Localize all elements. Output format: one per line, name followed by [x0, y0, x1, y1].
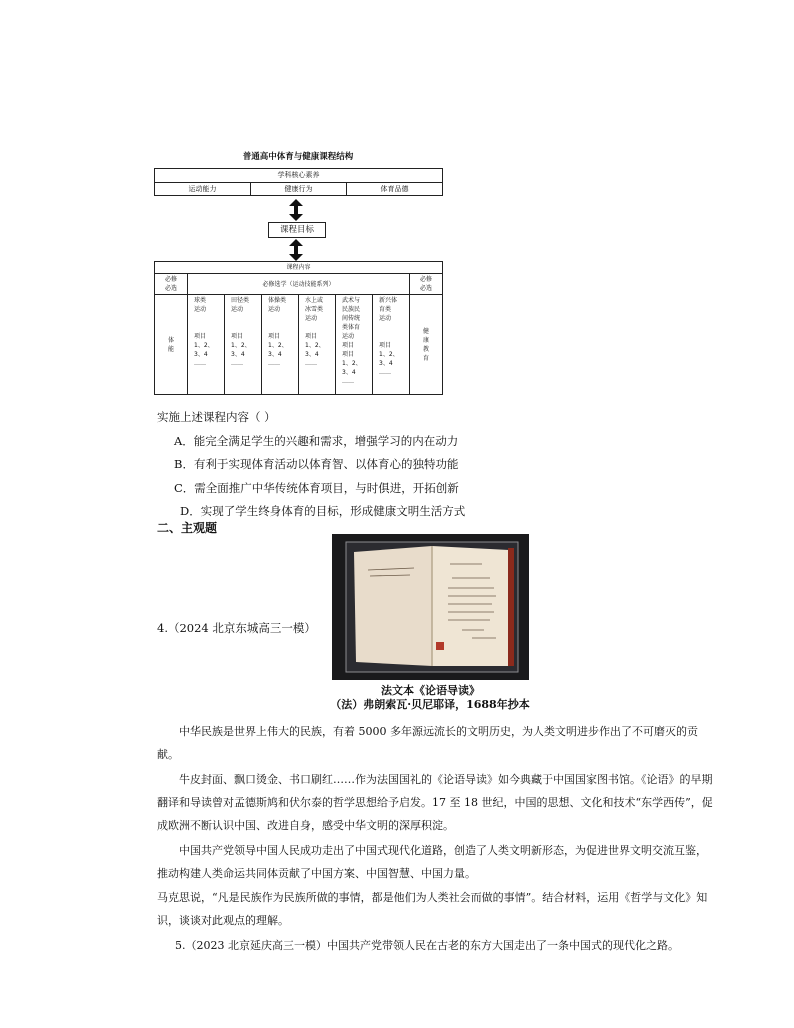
- option-d: D．实现了学生终身体育的目标，形成健康文明生活方式: [180, 504, 466, 518]
- book-photo: [332, 534, 529, 680]
- health-education-label: 健 康 教 育: [410, 295, 443, 395]
- option-c: C．需全面推广中华传统体育项目，与时俱进，开拓创新: [174, 481, 459, 495]
- content-heading: 课程内容: [155, 262, 443, 274]
- column-name: 田径类 运动: [231, 297, 250, 313]
- fitness-label: 体 能: [155, 295, 188, 395]
- column-martial-arts: [336, 295, 373, 395]
- column-track-field: [225, 295, 262, 395]
- option-a: A．能完全满足学生的兴趣和需求，增强学习的内在动力: [174, 434, 459, 448]
- course-content-table: [154, 261, 443, 395]
- column-items: 项目 1、2、 3、4 ……: [305, 333, 325, 367]
- column-items: 项目 1、2、 3、4 ……: [268, 333, 288, 367]
- column-name: 体操类 运动: [268, 297, 287, 313]
- column-water-ice: [299, 295, 336, 395]
- question-number: 4.（2024 北京东城高三一模）: [157, 621, 316, 635]
- core-competency-box: [154, 168, 443, 196]
- core-item-behavior: 健康行为: [250, 183, 346, 196]
- section-heading: 二、主观题: [157, 521, 218, 535]
- column-name: 武术与 民族民 间传统 类体育 运动 项目: [342, 297, 361, 349]
- column-name: 新兴体 育类 运动: [379, 297, 398, 322]
- column-ball-sports: [188, 295, 225, 395]
- column-name: 球类 运动: [194, 297, 207, 313]
- column-items: 项目 1、2、 3、4 ……: [342, 351, 362, 385]
- book-image: [332, 534, 529, 680]
- material-paragraph: 牛皮封面、飘口烫金、书口刷红……作为法国国礼的《论语导读》如今典藏于中国国家图书馆。《论语》的早期翻译和导读曾对孟德斯鸠和伏尔泰的哲学思想给予启发。17 至 18 世纪，中国的思想、文化和技术“东学西传”，促成欧洲不断认识中国、改进自身，感受中华文明的深厚积淀。: [157, 773, 713, 832]
- diagram-title: 普通高中体育与健康课程结构: [242, 152, 354, 162]
- core-heading: 学科核心素养: [155, 169, 442, 183]
- core-item-character: 体育品德: [346, 183, 442, 196]
- double-arrow-icon: [288, 239, 304, 261]
- column-gymnastics: [262, 295, 299, 395]
- column-emerging-sports: [373, 295, 410, 395]
- photo-caption-credit: （法）弗朗索瓦·贝尼耶译，1688年抄本: [330, 698, 530, 711]
- elective-heading: 必修选学（运动技能系列）: [188, 274, 410, 295]
- double-arrow-icon: [288, 199, 304, 221]
- question-prompt: 马克思说，“凡是民族作为民族所做的事情，都是他们为人类社会而做的事情”。结合材料，运用《哲学与文化》知识，谈谈对此观点的理解。: [157, 891, 708, 927]
- course-goal-box: 课程目标: [268, 222, 326, 238]
- column-name: 水上或 冰雪类 运动: [305, 297, 324, 322]
- question-stem: 实施上述课程内容（ ）: [157, 410, 276, 424]
- core-item-ability: 运动能力: [188, 185, 217, 193]
- option-b: B．有利于实现体育活动以体育智、以体育心的独特功能: [174, 457, 459, 471]
- photo-caption-title: 法文本《论语导读》: [381, 684, 480, 697]
- material-paragraph: 中华民族是世界上伟大的民族，有着 5000 多年源远流长的文明历史，为人类文明进步作出了不可磨灭的贡献。: [157, 725, 698, 761]
- required-right-label: 必修 必选: [410, 274, 443, 295]
- question-5: 5.（2023 北京延庆高三一模）中国共产党带领人民在古老的东方大国走出了一条中国式的现代化之路。: [175, 939, 679, 952]
- column-items: 项目 1、2、 3、4 ……: [379, 342, 399, 376]
- required-left-label: 必修 必选: [155, 274, 188, 295]
- column-items: 项目 1、2、 3、4 ……: [231, 333, 251, 367]
- material-paragraph: 中国共产党领导中国人民成功走出了中国式现代化道路，创造了人类文明新形态，为促进世界文明交流互鉴，推动构建人类命运共同体贡献了中国方案、中国智慧、中国力量。: [157, 844, 707, 880]
- column-items: 项目 1、2、 3、4 ……: [194, 333, 214, 367]
